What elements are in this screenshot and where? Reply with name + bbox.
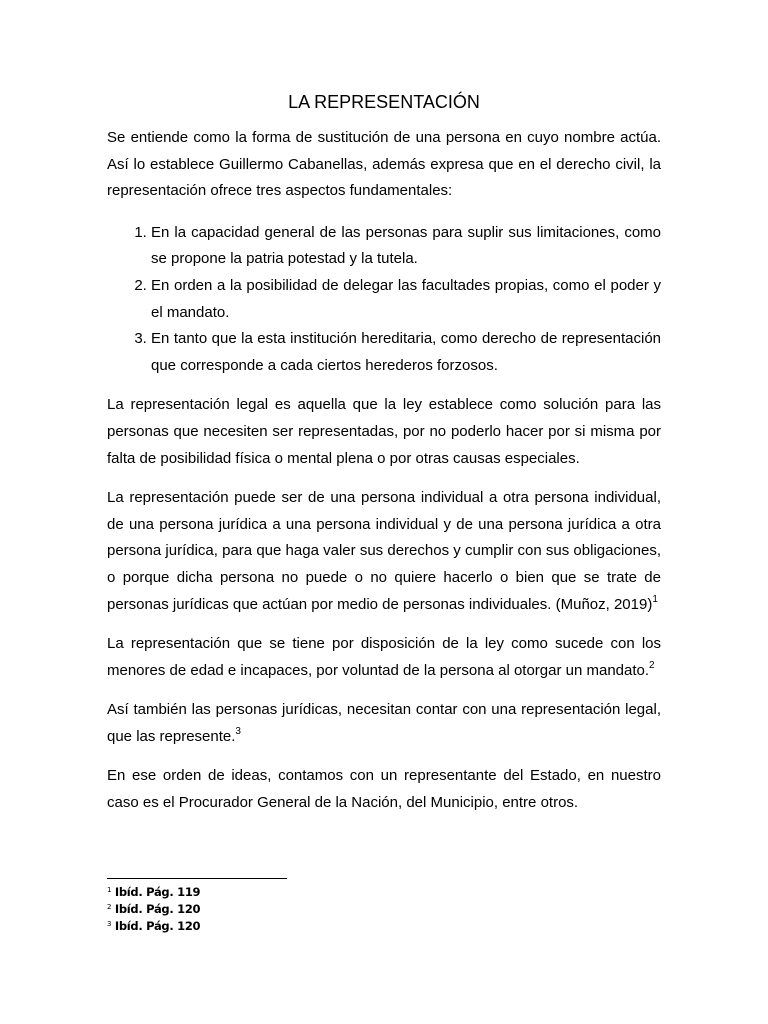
state-representative-paragraph: En ese orden de ideas, contamos con un representante del Estado, en nuestro caso es el Procurador General de la Nación, del Municipio, entre otros. bbox=[107, 767, 661, 812]
footnote bbox=[107, 901, 407, 918]
footnote-text: Ibíd. Pág. 120 bbox=[114, 919, 201, 933]
footnote-text: Ibíd. Pág. 120 bbox=[114, 902, 201, 916]
paragraph-text: La representación puede ser de una persona individual a otra persona individual, de una persona jurídica a una persona individual y de una persona jurídica a otra persona jurídica, para que haga valer sus derechos y cumplir con sus obligaciones, o porque dicha persona no puede o no quiere hacerlo o bien que se trate de personas jurídicas que actúan por medio de personas individuales. (Muñoz, 2019) bbox=[107, 489, 661, 613]
footnote-number: 3 bbox=[107, 920, 112, 928]
disposition-paragraph bbox=[107, 631, 661, 684]
legal-representation-paragraph: La representación legal es aquella que la ley establece como solución para las personas que necesiten ser representadas, por no poderlo hacer por si misma por falta de posibilidad física o mental plena o por otras causas especiales. bbox=[107, 396, 661, 467]
aspects-list bbox=[107, 220, 661, 380]
footnote-ref: 3 bbox=[235, 725, 241, 737]
juridicas-paragraph bbox=[107, 697, 661, 750]
footnote bbox=[107, 884, 407, 901]
footnote-separator bbox=[107, 878, 287, 879]
intro-paragraph: Se entiende como la forma de sustitución de una persona en cuyo nombre actúa. Así lo establece Guillermo Cabanellas, además expresa que en el derecho civil, la representación ofrece tres aspectos fundamentales: bbox=[107, 129, 661, 200]
list-item: 2. En orden a la posibilidad de delegar las facultades propias, como el poder y el mandato. bbox=[151, 273, 661, 326]
paragraph-text: Así también las personas jurídicas, necesitan contar con una representación legal, que las represente. bbox=[107, 701, 661, 745]
paragraph-text: La representación que se tiene por disposición de la ley como sucede con los menores de edad e incapaces, por voluntad de la persona al otorgar un mandato. bbox=[107, 635, 661, 679]
footnote-text: Ibíd. Pág. 119 bbox=[114, 885, 201, 899]
page-title: LA REPRESENTACIÓN bbox=[288, 92, 480, 112]
representation-types-paragraph bbox=[107, 485, 661, 618]
footnote-ref: 2 bbox=[649, 659, 655, 671]
footnote-number: 2 bbox=[107, 903, 112, 911]
footnote bbox=[107, 918, 407, 935]
list-item: 3. En tanto que la esta institución hereditaria, como derecho de representación que corresponde a cada ciertos herederos forzosos. bbox=[151, 326, 661, 379]
footnote-number: 1 bbox=[107, 886, 112, 894]
footnotes bbox=[107, 878, 407, 935]
list-item: 1. En la capacidad general de las personas para suplir sus limitaciones, como se propone la patria potestad y la tutela. bbox=[151, 220, 661, 273]
footnote-ref: 1 bbox=[652, 593, 658, 605]
